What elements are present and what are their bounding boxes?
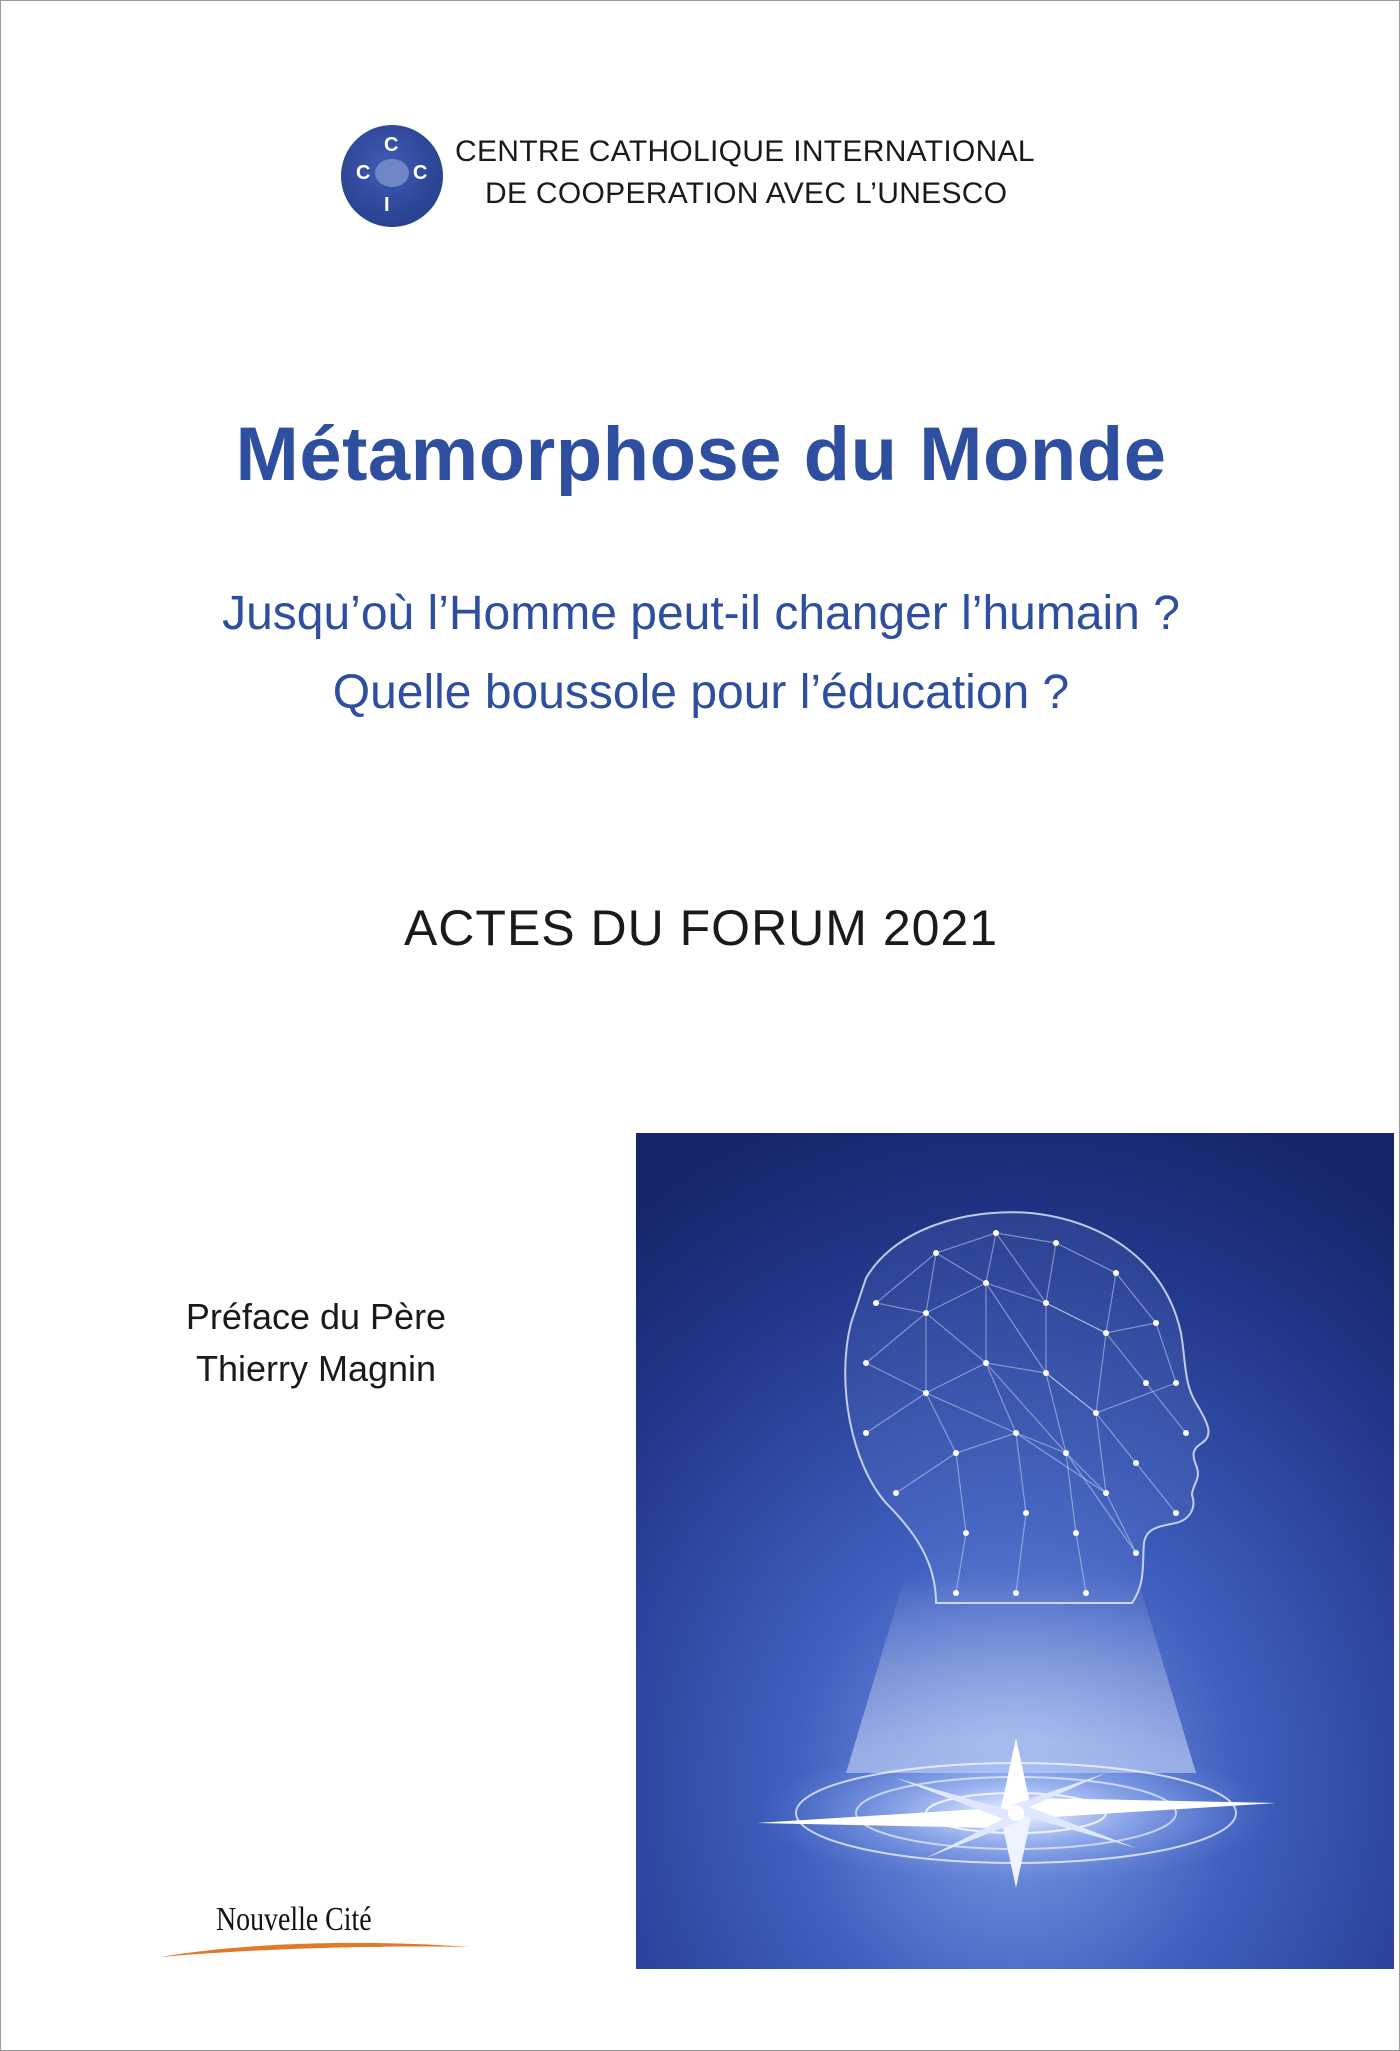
book-subtitle-line2: Quelle boussole pour l’éducation ? bbox=[332, 666, 1070, 719]
preface-line2: Thierry Magnin bbox=[195, 1348, 437, 1389]
publisher-logo bbox=[161, 1901, 471, 1961]
cover-illustration bbox=[636, 1133, 1394, 1969]
preface-credit bbox=[111, 1291, 521, 1395]
organization-name-line1: CENTRE CATHOLIQUE INTERNATIONAL bbox=[455, 135, 1035, 168]
logo-letter: C bbox=[384, 134, 399, 156]
ccic-logo-icon bbox=[341, 125, 443, 227]
cover-svg bbox=[636, 1133, 1394, 1969]
preface-line1: Préface du Père bbox=[185, 1296, 447, 1337]
publisher-swoosh-icon bbox=[161, 1937, 471, 1961]
book-subtitle-line1: Jusqu’où l’Homme peut-il changer l’humain ? bbox=[222, 587, 1180, 640]
logo-letter: C bbox=[356, 162, 371, 184]
organization-header bbox=[341, 121, 1121, 231]
publisher-name: Nouvelle Cité bbox=[216, 1901, 372, 1938]
logo-letter: I bbox=[384, 194, 390, 216]
organization-name-line2: DE COOPERATION AVEC L’UNESCO bbox=[485, 177, 1008, 210]
book-title: Métamorphose du Monde bbox=[235, 412, 1167, 497]
logo-letter: C bbox=[413, 162, 428, 184]
organization-name bbox=[455, 131, 1035, 215]
edition-label: ACTES DU FORUM 2021 bbox=[403, 900, 999, 956]
